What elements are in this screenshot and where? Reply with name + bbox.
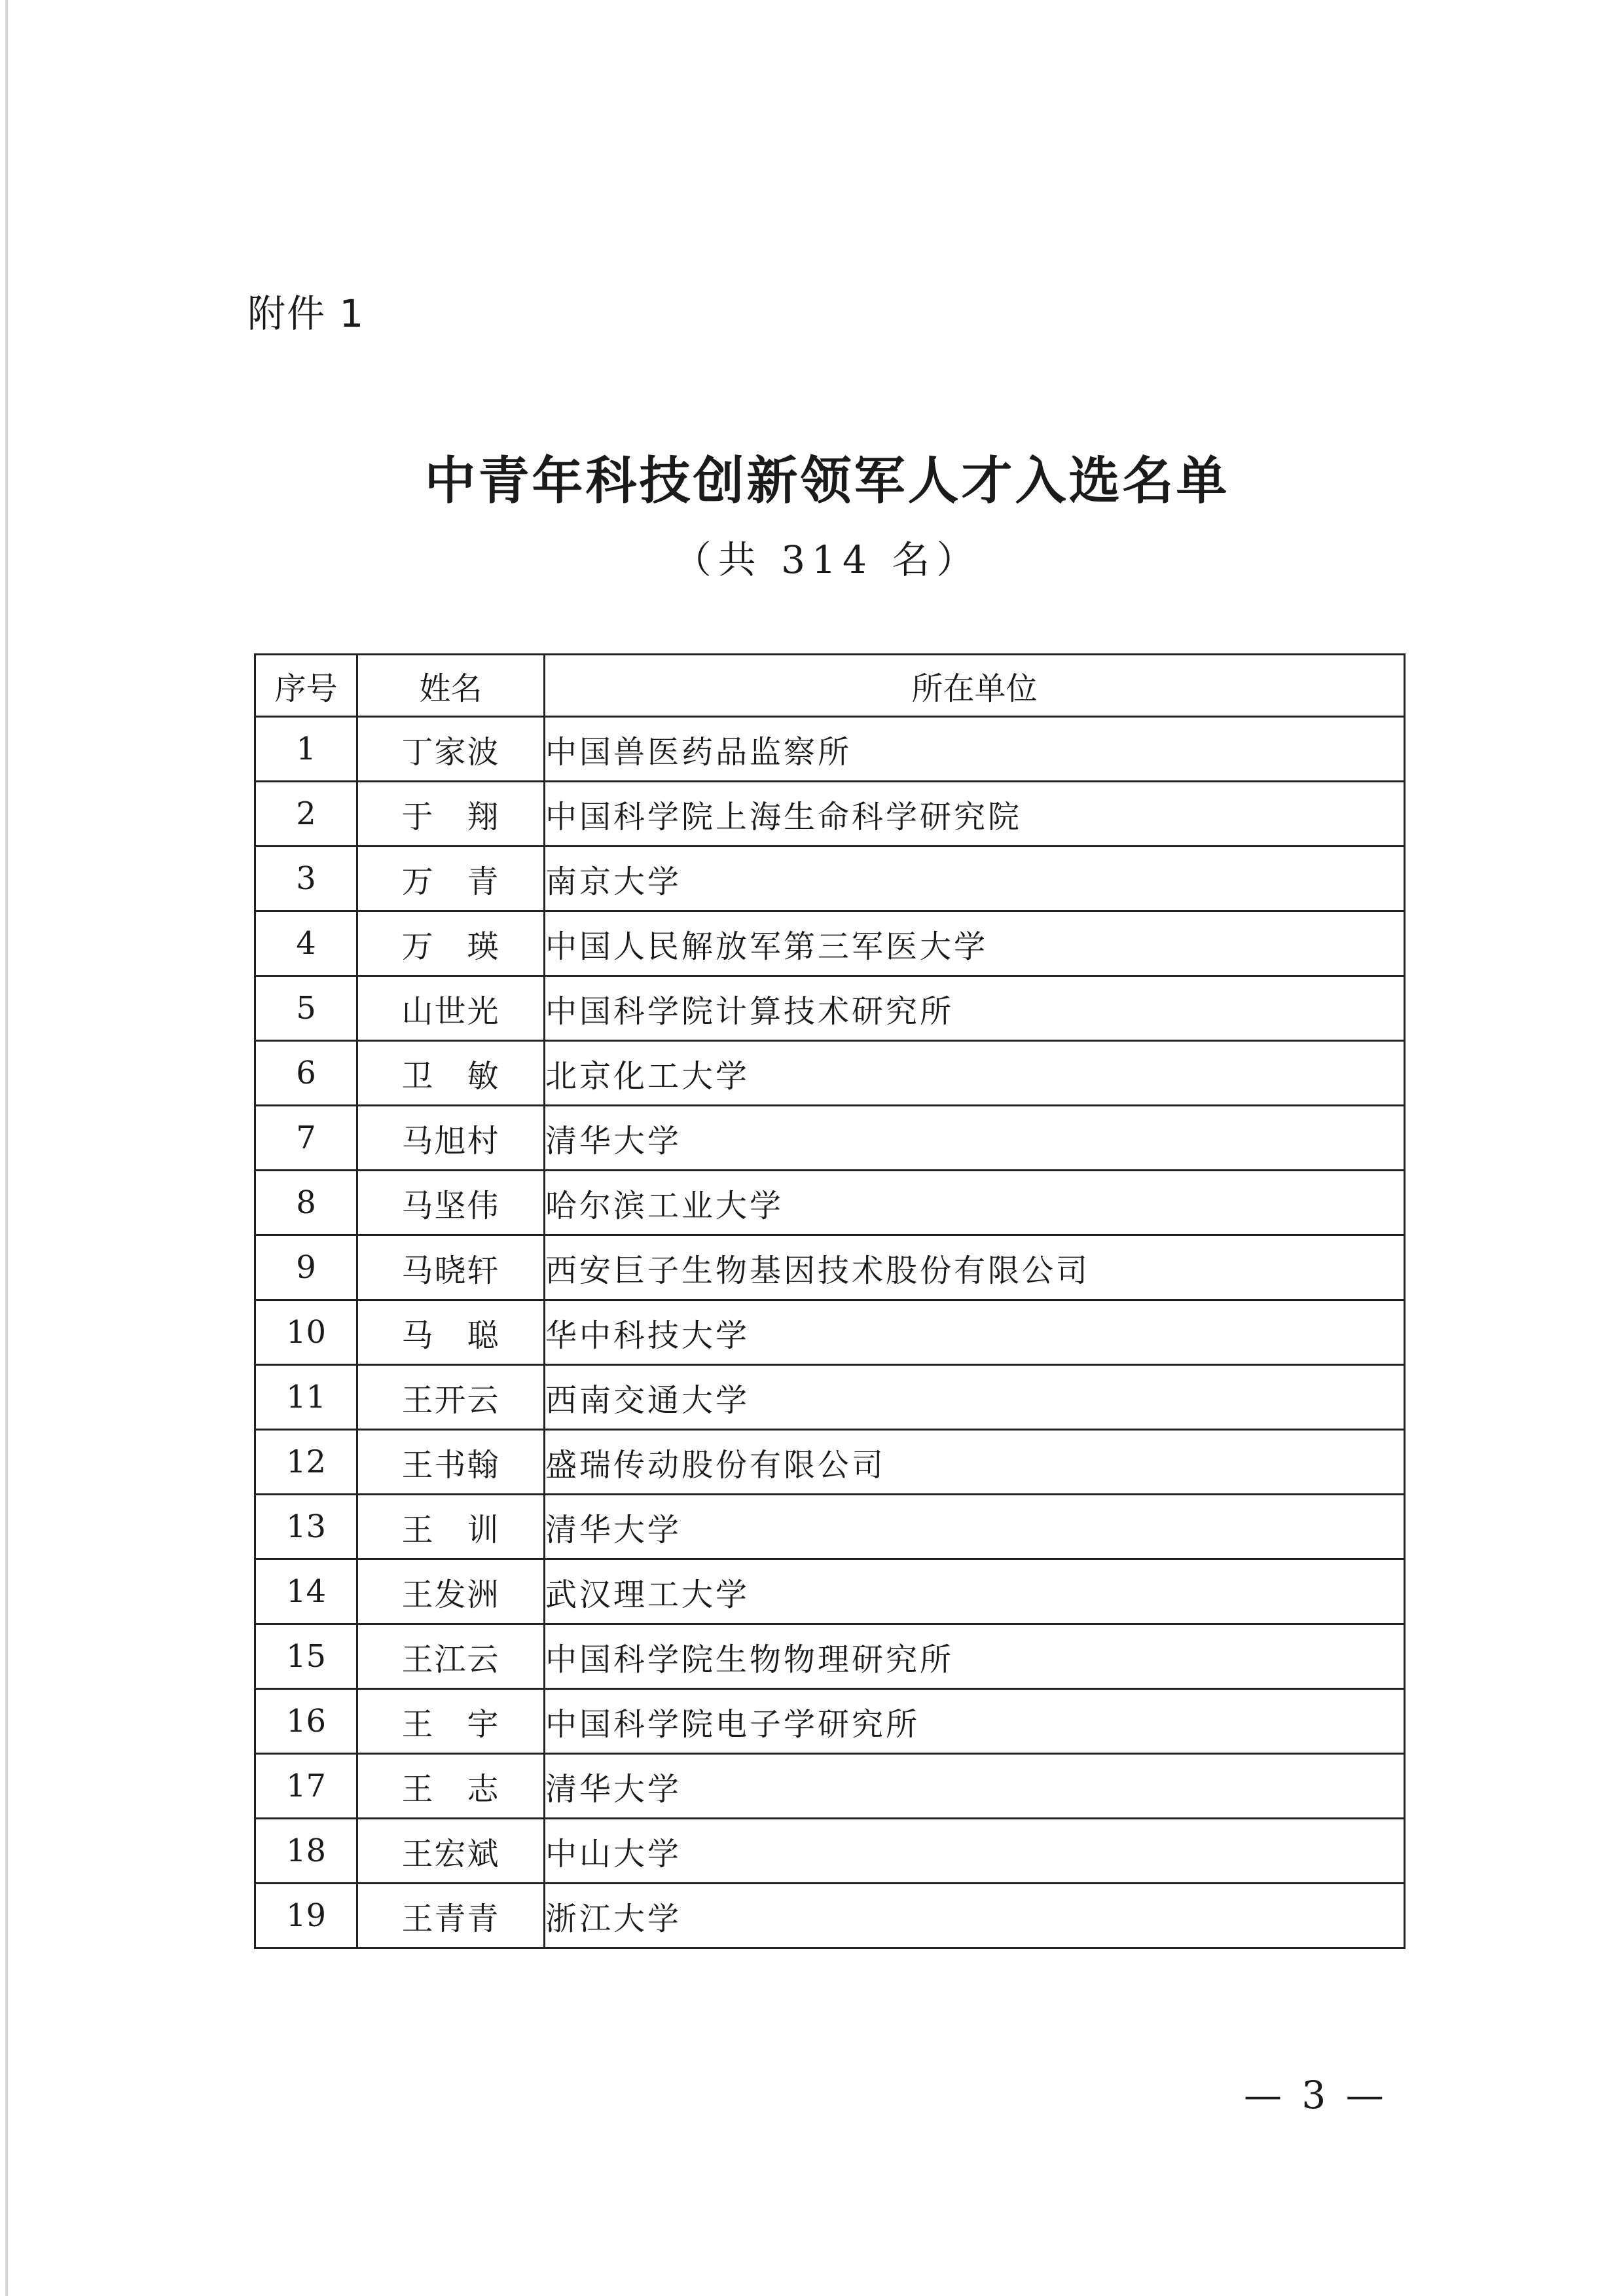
row-organization-cell: 中山大学 <box>545 1819 1405 1884</box>
row-organization-cell: 中国科学院上海生命科学研究院 <box>545 782 1405 847</box>
row-number-cell: 5 <box>255 976 357 1041</box>
table-row <box>255 1300 1405 1365</box>
table-row <box>255 1430 1405 1495</box>
table-row <box>255 911 1405 976</box>
table-row <box>255 1689 1405 1754</box>
table-header-row <box>255 655 1405 717</box>
row-organization-cell: 清华大学 <box>545 1754 1405 1819</box>
row-name-cell: 万 青 <box>357 847 545 911</box>
row-organization-cell: 华中科技大学 <box>545 1300 1405 1365</box>
table-row <box>255 1495 1405 1559</box>
row-number-cell: 18 <box>255 1819 357 1884</box>
row-name-cell: 王宏斌 <box>357 1819 545 1884</box>
row-number-cell: 3 <box>255 847 357 911</box>
row-organization-cell: 中国科学院电子学研究所 <box>545 1689 1405 1754</box>
row-name-cell: 山世光 <box>357 976 545 1041</box>
header-name: 姓名 <box>357 655 545 717</box>
row-number-cell: 4 <box>255 911 357 976</box>
row-name-cell: 王江云 <box>357 1624 545 1689</box>
header-number: 序号 <box>255 655 357 717</box>
row-name-cell: 王 训 <box>357 1495 545 1559</box>
row-number-cell: 9 <box>255 1235 357 1300</box>
row-number-cell: 6 <box>255 1041 357 1106</box>
table-row <box>255 1819 1405 1884</box>
row-name-cell: 马旭村 <box>357 1106 545 1171</box>
row-organization-cell: 清华大学 <box>545 1495 1405 1559</box>
row-number-cell: 11 <box>255 1365 357 1430</box>
table-row <box>255 1365 1405 1430</box>
row-name-cell: 马坚伟 <box>357 1171 545 1235</box>
table-row <box>255 1884 1405 1948</box>
table-body <box>255 717 1405 1948</box>
row-name-cell: 王 志 <box>357 1754 545 1819</box>
row-name-cell: 王发洲 <box>357 1559 545 1624</box>
row-number-cell: 17 <box>255 1754 357 1819</box>
row-number-cell: 14 <box>255 1559 357 1624</box>
row-organization-cell: 北京化工大学 <box>545 1041 1405 1106</box>
row-organization-cell: 中国科学院生物物理研究所 <box>545 1624 1405 1689</box>
row-organization-cell: 中国兽医药品监察所 <box>545 717 1405 782</box>
attachment-label: 附件 1 <box>247 291 365 336</box>
row-number-cell: 13 <box>255 1495 357 1559</box>
row-organization-cell: 武汉理工大学 <box>545 1559 1405 1624</box>
row-name-cell: 丁家波 <box>357 717 545 782</box>
row-organization-cell: 浙江大学 <box>545 1884 1405 1948</box>
row-organization-cell: 清华大学 <box>545 1106 1405 1171</box>
table-row <box>255 1041 1405 1106</box>
page-number: — 3 — <box>1244 2073 1388 2117</box>
table-row <box>255 1106 1405 1171</box>
row-organization-cell: 中国科学院计算技术研究所 <box>545 976 1405 1041</box>
table-row <box>255 1171 1405 1235</box>
row-number-cell: 2 <box>255 782 357 847</box>
row-organization-cell: 南京大学 <box>545 847 1405 911</box>
header-organization: 所在单位 <box>545 655 1405 717</box>
table-row <box>255 847 1405 911</box>
table-row <box>255 717 1405 782</box>
row-number-cell: 8 <box>255 1171 357 1235</box>
table-row <box>255 1235 1405 1300</box>
row-organization-cell: 西安巨子生物基因技术股份有限公司 <box>545 1235 1405 1300</box>
table-row <box>255 1754 1405 1819</box>
row-name-cell: 王开云 <box>357 1365 545 1430</box>
row-name-cell: 卫 敏 <box>357 1041 545 1106</box>
row-number-cell: 10 <box>255 1300 357 1365</box>
row-number-cell: 16 <box>255 1689 357 1754</box>
table-row <box>255 976 1405 1041</box>
row-name-cell: 马晓轩 <box>357 1235 545 1300</box>
document-title: 中青年科技创新领军人才入选名单 <box>424 452 1230 511</box>
row-number-cell: 15 <box>255 1624 357 1689</box>
row-name-cell: 马 聪 <box>357 1300 545 1365</box>
row-number-cell: 12 <box>255 1430 357 1495</box>
row-organization-cell: 中国人民解放军第三军医大学 <box>545 911 1405 976</box>
row-number-cell: 7 <box>255 1106 357 1171</box>
row-organization-cell: 盛瑞传动股份有限公司 <box>545 1430 1405 1495</box>
row-name-cell: 王青青 <box>357 1884 545 1948</box>
row-number-cell: 19 <box>255 1884 357 1948</box>
table-row <box>255 1559 1405 1624</box>
row-organization-cell: 哈尔滨工业大学 <box>545 1171 1405 1235</box>
roster-table <box>254 653 1406 1949</box>
table-row <box>255 1624 1405 1689</box>
row-name-cell: 王书翰 <box>357 1430 545 1495</box>
row-name-cell: 王 宇 <box>357 1689 545 1754</box>
row-organization-cell: 西南交通大学 <box>545 1365 1405 1430</box>
row-name-cell: 于 翔 <box>357 782 545 847</box>
row-name-cell: 万 瑛 <box>357 911 545 976</box>
document-subtitle: （共 314 名） <box>673 538 981 582</box>
row-number-cell: 1 <box>255 717 357 782</box>
scan-edge-line <box>5 0 8 2296</box>
table-row <box>255 782 1405 847</box>
